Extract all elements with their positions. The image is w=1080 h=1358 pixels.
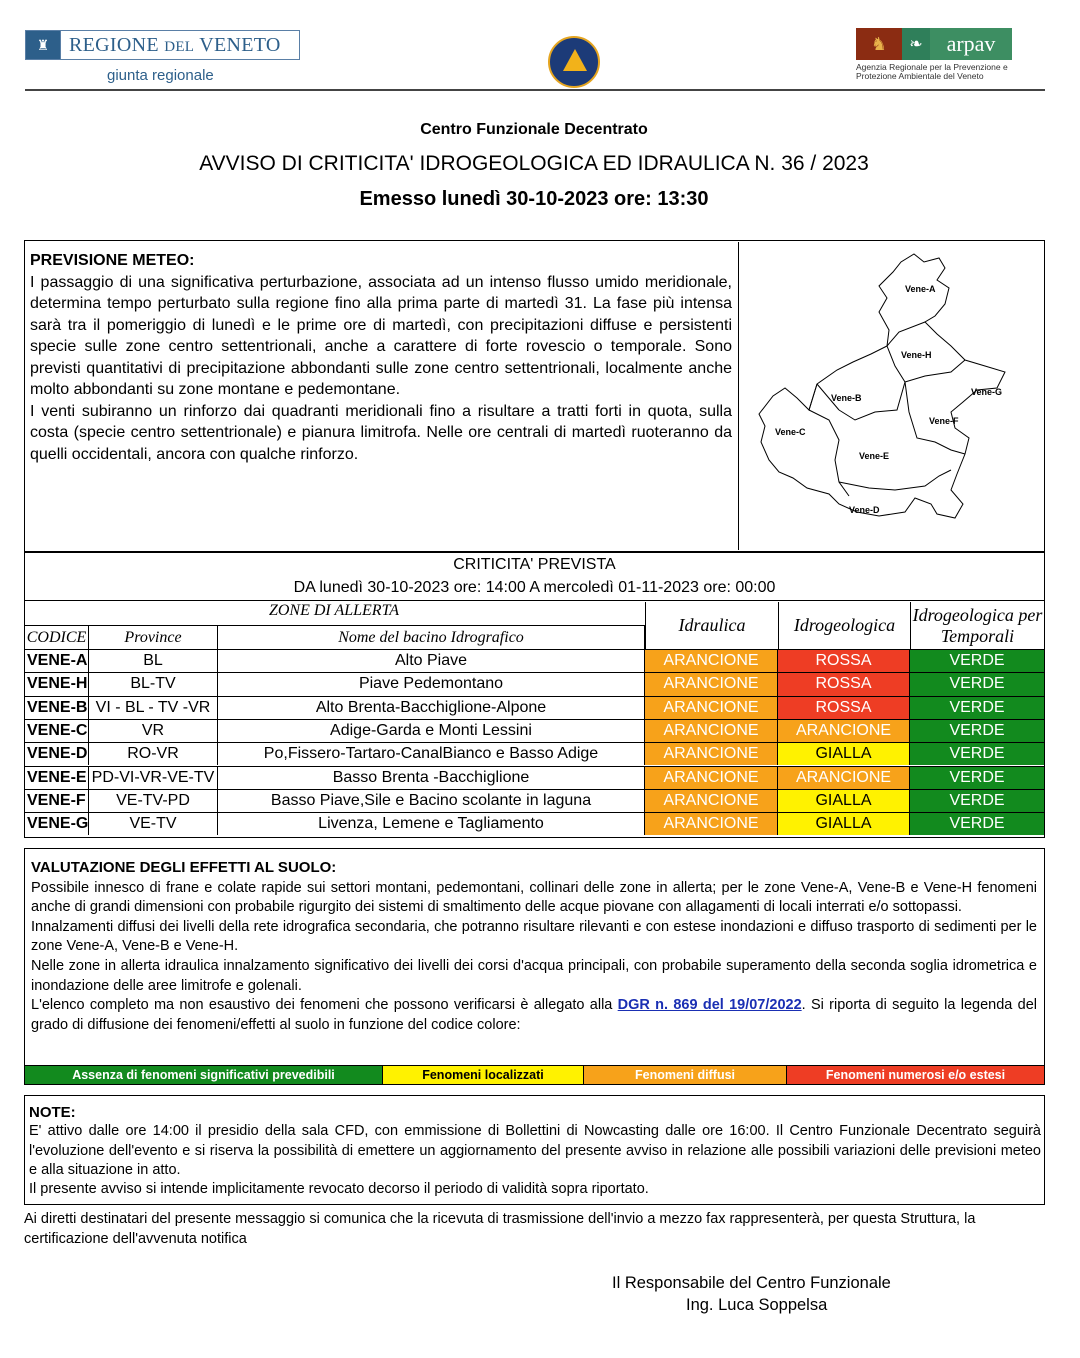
map-label-vene-c: Vene-C — [775, 427, 806, 437]
map-outline — [759, 254, 1005, 518]
valutazione-paragraph-4 — [31, 996, 1037, 1035]
meteo-heading: PREVISIONE METEO: — [30, 252, 195, 269]
col-province: Province — [89, 625, 218, 649]
idrogeologica-level: ROSSA — [778, 673, 910, 695]
idrogeologica-level: GIALLA — [778, 790, 910, 812]
table-row — [25, 742, 1044, 765]
bacino-name: Basso Piave,Sile e Bacino scolante in laguna — [218, 790, 645, 812]
note-text — [29, 1103, 1041, 1199]
criticita-title: CRITICITA' PREVISTA — [453, 556, 616, 573]
regione-veneto-logo — [25, 30, 300, 60]
idrogeologica-level: ROSSA — [778, 697, 910, 719]
zone-code: VENE-B — [25, 697, 89, 719]
idrogeologica-level: ARANCIONE — [778, 720, 910, 742]
idraulica-level: ARANCIONE — [645, 790, 778, 812]
table-row — [25, 812, 1044, 835]
province: VI - BL - TV -VR — [89, 697, 218, 719]
lion-icon: ♞ — [856, 28, 902, 60]
veneto-zone-map — [738, 242, 1044, 550]
table-row — [25, 719, 1044, 742]
bacino-name: Piave Pedemontano — [218, 673, 645, 695]
note-heading: NOTE: — [29, 1104, 76, 1121]
temporali-level: VERDE — [910, 743, 1044, 765]
bacino-name: Alto Brenta-Bacchiglione-Alpone — [218, 697, 645, 719]
idraulica-level: ARANCIONE — [645, 743, 778, 765]
map-label-vene-g: Vene-G — [971, 387, 1003, 397]
p4-after: . Si riporta di seguito la legenda del grado di diffusione dei fenomeni/effetti al suolo in funzione del codice colore: — [31, 997, 1038, 1033]
bacino-name: Po,Fissero-Tartaro-CanalBianco e Basso Adige — [218, 743, 645, 765]
table-row — [25, 696, 1044, 719]
col-idrogeologica: Idrogeologica — [778, 602, 910, 649]
zone-code: VENE-F — [25, 790, 89, 812]
zone-code: VENE-G — [25, 813, 89, 835]
note-paragraph-1: E' attivo dalle ore 14:00 il presidio della sala CFD, con emmissione di Bollettini di Nowcasting dalle ore 16:00. Il Centro Funzionale Decentrato seguirà l'evoluzione dell'evento e si riserva la possibilità di emettere un aggiornamento del presente avviso in relazione alle possibili variazioni delle previsioni meteo e alla situazione in atto. — [29, 1123, 1041, 1178]
zone-map-svg — [739, 242, 1044, 550]
province: RO-VR — [89, 743, 218, 765]
zone-code: VENE-E — [25, 767, 89, 789]
legend-red: Fenomeni numerosi e/o estesi — [787, 1066, 1044, 1084]
emesso-title: Emesso lunedì 30-10-2023 ore: 13:30 — [359, 188, 709, 210]
table-row — [25, 789, 1044, 812]
col-codice: CODICE — [25, 625, 89, 649]
temporali-level: VERDE — [910, 813, 1044, 835]
zone-code: VENE-D — [25, 743, 89, 765]
region-del: DEL — [164, 38, 195, 55]
p4-before: L'elenco completo ma non esaustivo dei fenomeni che possono verificarsi è allegato alla — [31, 997, 618, 1014]
header-divider — [25, 89, 1045, 91]
zone-code: VENE-A — [25, 650, 89, 672]
map-label-vene-a: Vene-A — [905, 284, 936, 294]
meteo-text — [30, 250, 732, 465]
col-idraulica: Idraulica — [645, 602, 778, 649]
note-paragraph-2: Il presente avviso si intende implicitamente revocato decorso il periodo di validità sopra riportato. — [29, 1181, 649, 1198]
zone-code: VENE-C — [25, 720, 89, 742]
temporali-level: VERDE — [910, 790, 1044, 812]
avviso-title: AVVISO DI CRITICITA' IDROGEOLOGICA ED IDRAULICA N. 36 / 2023 — [199, 152, 869, 175]
map-label-vene-d: Vene-D — [849, 505, 880, 515]
lion-seal-icon: ♜ — [26, 31, 61, 59]
arpav-logo — [856, 28, 1012, 60]
idrogeologica-level: ARANCIONE — [778, 767, 910, 789]
criticita-period: DA lunedì 30-10-2023 ore: 14:00 A mercoledì 01-11-2023 ore: 00:00 — [293, 579, 776, 596]
temporali-level: VERDE — [910, 673, 1044, 695]
table-row — [25, 766, 1044, 789]
signature-name: Ing. Luca Soppelsa — [686, 1296, 828, 1314]
arpav-name: arpav — [930, 28, 1012, 60]
idrogeologica-level: GIALLA — [778, 813, 910, 835]
temporali-level: VERDE — [910, 767, 1044, 789]
col-bacino: Nome del bacino Idrografico — [218, 625, 645, 649]
province: VE-TV-PD — [89, 790, 218, 812]
idraulica-level: ARANCIONE — [645, 697, 778, 719]
idraulica-level: ARANCIONE — [645, 673, 778, 695]
boundary-a-h — [887, 322, 925, 346]
arpav-subtitle: Agenzia Regionale per la Prevenzione e Protezione Ambientale del Veneto — [856, 62, 1008, 81]
temporali-level: VERDE — [910, 650, 1044, 672]
map-label-vene-b: Vene-B — [831, 393, 862, 403]
idraulica-level: ARANCIONE — [645, 767, 778, 789]
dgr-link[interactable]: DGR n. 869 del 19/07/2022 — [617, 997, 802, 1014]
province: PD-VI-VR-VE-TV — [89, 767, 218, 789]
map-label-vene-e: Vene-E — [859, 451, 890, 461]
idraulica-level: ARANCIONE — [645, 813, 778, 835]
province: BL — [89, 650, 218, 672]
bacino-name: Adige-Garda e Monti Lessini — [218, 720, 645, 742]
valutazione-paragraph-3: Nelle zone in allerta idraulica innalzamento significativo dei livelli dei corsi d'acqua principali, con probabile superamento della seconda soglia idrometrica e inondazione delle aree limitrofe e golenali. — [31, 957, 1037, 994]
region-name: REGIONE — [69, 33, 159, 56]
bacino-name: Basso Brenta -Bacchiglione — [218, 767, 645, 789]
legend-green: Assenza di fenomeni significativi prevedibili — [25, 1066, 383, 1084]
col-temporali: Idrogeologica per Temporali — [910, 602, 1044, 649]
zone-header: ZONE DI ALLERTA — [268, 602, 400, 619]
idraulica-level: ARANCIONE — [645, 720, 778, 742]
giunta-regionale: giunta regionale — [107, 67, 214, 84]
temporali-level: VERDE — [910, 720, 1044, 742]
legend-yellow: Fenomeni localizzati — [383, 1066, 584, 1084]
table-row — [25, 649, 1044, 672]
leaf-icon: ❧ — [902, 28, 930, 60]
map-label-vene-f: Vene-F — [929, 416, 959, 426]
valutazione-heading: VALUTAZIONE DEGLI EFFETTI AL SUOLO: — [31, 859, 337, 876]
criticita-divider — [24, 600, 1045, 601]
signature-role: Il Responsabile del Centro Funzionale — [612, 1274, 891, 1292]
bacino-name: Alto Piave — [218, 650, 645, 672]
footer-text: Ai diretti destinatari del presente messaggio si comunica che la ricevuta di trasmissione dell'invio a mezzo fax rappresenterà, per questa Struttura, la certificazione dell'avvenuta notifica — [24, 1211, 976, 1247]
boundary-e-d — [839, 470, 951, 490]
legend-orange: Fenomeni diffusi — [584, 1066, 787, 1084]
center-title: Centro Funzionale Decentrato — [420, 121, 648, 138]
boundary-h-f — [905, 360, 965, 382]
temporali-level: VERDE — [910, 697, 1044, 719]
province: BL-TV — [89, 673, 218, 695]
idrogeologica-level: ROSSA — [778, 650, 910, 672]
protezione-civile-logo — [548, 36, 600, 88]
table-row — [25, 672, 1044, 695]
idrogeologica-level: GIALLA — [778, 743, 910, 765]
map-label-vene-h: Vene-H — [901, 350, 932, 360]
boundary-b-c — [809, 384, 817, 410]
province: VE-TV — [89, 813, 218, 835]
bacino-name: Livenza, Lemene e Tagliamento — [218, 813, 645, 835]
valutazione-text — [31, 858, 1037, 1035]
province: VR — [89, 720, 218, 742]
valutazione-paragraph-2: Innalzamenti diffusi dei livelli della rete idrografica secondaria, che potranno risultare rilevanti e con estese inondazioni e diffuso trasporto di sedimenti per le zone Vene-A, Vene-B e Vene-H. — [31, 918, 1037, 955]
meteo-paragraph-1: I passaggio di una significativa perturbazione, associata ad un intenso flusso umido meridionale, determina tempo perturbato sulla regione fino alla prima parte di martedì 31. La fase più intensa sarà tra il pomeriggio di lunedì e le prime ore di martedì, con precipitazioni diffuse e persistenti specie sulle zone centro settentrionali, anche a carattere di forte rovescio o temporale. Sono previsti quantitativi di precipitazione abbondanti sulle zone centro settentrionali, localmente anche molto abbondanti su zone montane e pedemontane. — [30, 273, 732, 398]
meteo-paragraph-2: I venti subiranno un rinforzo dai quadranti meridionali fino a risultare a tratti forti in quota, sulla costa (specie centro settentrionale) e pianura limitrofa. Nelle ore centrali di martedì ruoteranno da quelli occidentali, ancora con qualche rinforzo. — [30, 402, 732, 463]
valutazione-paragraph-1: Possibile innesco di frane e colate rapide sui settori montani, pedemontani, collinari delle zone in allerta; per le zone Vene-A, Vene-B e Vene-H fenomeni anche di grandi dimensioni con probabile rigurgito dei sistemi di smaltimento delle acque piovane con allagamenti di locali interrati e/o sottopassi. — [31, 879, 1037, 916]
color-legend — [25, 1065, 1044, 1084]
region-veneto: VENETO — [199, 33, 281, 56]
zone-code: VENE-H — [25, 673, 89, 695]
idraulica-level: ARANCIONE — [645, 650, 778, 672]
triangle-icon — [563, 49, 587, 71]
